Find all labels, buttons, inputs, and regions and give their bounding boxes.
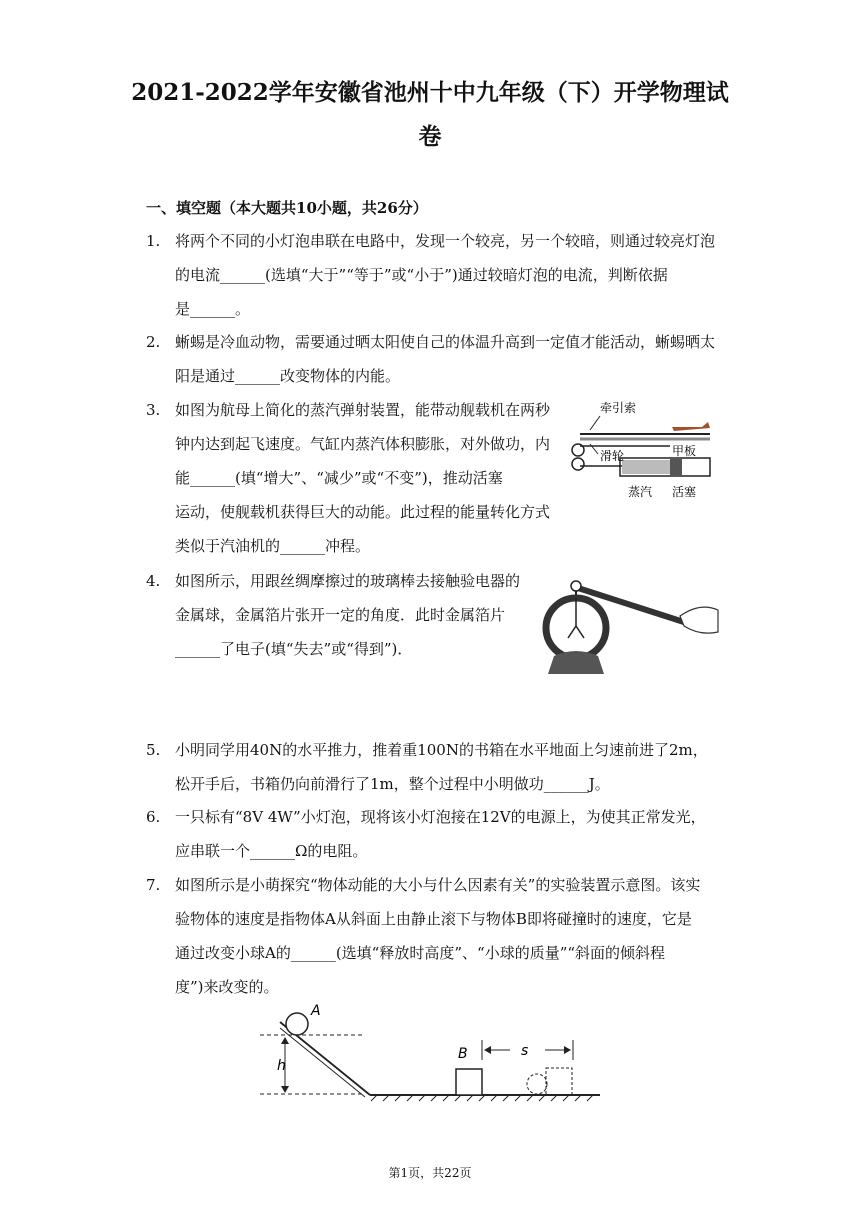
block-b-dashed <box>546 1068 572 1095</box>
question-line: 通过改变小球A的______(选填“释放时高度”、“小球的质量”“斜面的倾斜程 <box>175 944 666 962</box>
question-line: 应串联一个______Ω的电阻。 <box>175 842 368 860</box>
height-arrow-bottom <box>281 1086 289 1093</box>
question-line: 能______(填“增大”、“减少”或“不变”)，推动活塞 <box>175 469 503 487</box>
aircraft-icon <box>672 422 710 431</box>
traction-pointer <box>590 416 600 430</box>
s-arrowhead-right <box>564 1046 571 1054</box>
foil-left <box>568 626 576 638</box>
label-s: s <box>521 1043 529 1059</box>
question-line: 小明同学用40N的水平推力，推着重100N的书箱在水平地面上匀速前进了2m， <box>175 741 708 759</box>
question-number: 1. <box>146 232 161 250</box>
question-1 <box>175 224 715 326</box>
foil-right <box>576 626 584 638</box>
deck-label: 甲板 <box>672 444 697 458</box>
block-b <box>456 1069 482 1095</box>
question-line: 松开手后，书箱仍向前滑行了1m，整个过程中小明做功______J。 <box>175 775 610 793</box>
electroscope-figure <box>540 566 720 681</box>
question-number: 5. <box>146 741 161 759</box>
hand-icon <box>680 607 718 633</box>
question-line: 验物体的速度是指物体A从斜面上由静止滚下与物体B即将碰撞时的速度，它是 <box>175 910 692 928</box>
question-line: 如图所示是小萌探究“物体动能的大小与什么因素有关”的实验装置示意图。该实 <box>175 876 701 894</box>
question-line: ______了电子(填“失去”或“得到”)． <box>175 640 413 658</box>
page-footer: 第1页，共22页 <box>388 1166 472 1180</box>
steam-label: 蒸汽 <box>628 485 653 499</box>
question-line: 类似于汽油机的______冲程。 <box>175 537 371 555</box>
piston <box>670 459 682 475</box>
ball-a-dashed <box>527 1074 547 1094</box>
question-line: 如图为航母上简化的蒸汽弹射装置，能带动舰载机在两秒 <box>175 401 551 419</box>
steam-catapult-figure <box>560 400 720 515</box>
question-3 <box>175 393 550 563</box>
question-number: 6. <box>146 808 161 826</box>
question-2 <box>175 325 715 393</box>
page-title-line1: 2021-2022学年安徽省池州十中九年级（下）开学物理试 <box>131 79 729 106</box>
question-line: 的电流______(选填“大于”“等于”或“小于”)通过较暗灯泡的电流，判断依据 <box>175 266 668 284</box>
kinetic-energy-figure <box>255 998 615 1108</box>
steam-fill <box>622 460 670 474</box>
question-line: 度”)来改变的。 <box>175 978 279 996</box>
question-number: 4. <box>146 572 161 590</box>
traction-label: 牵引索 <box>600 401 637 415</box>
question-6 <box>175 800 706 868</box>
piston-label: 活塞 <box>672 485 697 499</box>
label-h: h <box>277 1058 286 1074</box>
metal-ball-icon <box>571 581 581 591</box>
pulley-bottom-icon <box>572 458 584 470</box>
question-line: 蜥蜴是冷血动物，需要通过晒太阳使自己的体温升高到一定值才能活动，蜥蜴晒太 <box>175 333 716 351</box>
question-line: 阳是通过______改变物体的内能。 <box>175 367 401 385</box>
height-arrow-top <box>281 1037 289 1044</box>
pulley-top-icon <box>572 444 584 456</box>
page-title-line2: 卷 <box>418 123 442 150</box>
incline-edge <box>280 1028 365 1097</box>
question-line: 将两个不同的小灯泡串联在电路中，发现一个较亮，另一个较暗，则通过较亮灯泡 <box>175 232 716 250</box>
label-b: B <box>458 1046 468 1062</box>
question-line: 钟内达到起飞速度。气缸内蒸汽体积膨胀，对外做功，内 <box>175 435 551 453</box>
question-5 <box>175 733 708 801</box>
question-line: 运动，使舰载机获得巨大的动能。此过程的能量转化方式 <box>175 503 551 521</box>
label-a: A <box>311 1003 321 1019</box>
question-number: 7. <box>146 876 161 894</box>
ball-a-icon <box>286 1013 308 1035</box>
s-arrowhead-left <box>484 1046 491 1054</box>
question-4 <box>175 564 520 666</box>
question-7 <box>175 868 700 1004</box>
section-heading: 一、填空题（本大题共10小题，共26分） <box>146 199 428 217</box>
question-line: 如图所示，用跟丝绸摩擦过的玻璃棒去接触验电器的 <box>175 572 521 590</box>
question-line: 一只标有“8V 4W”小灯泡，现将该小灯泡接在12V的电源上，为使其正常发光， <box>175 808 706 826</box>
question-number: 3. <box>146 401 161 419</box>
pulley-label: 滑轮 <box>600 449 625 463</box>
question-line: 金属球，金属箔片张开一定的角度．此时金属箔片 <box>175 606 506 624</box>
question-number: 2. <box>146 333 161 351</box>
question-line: 是______。 <box>175 300 251 318</box>
